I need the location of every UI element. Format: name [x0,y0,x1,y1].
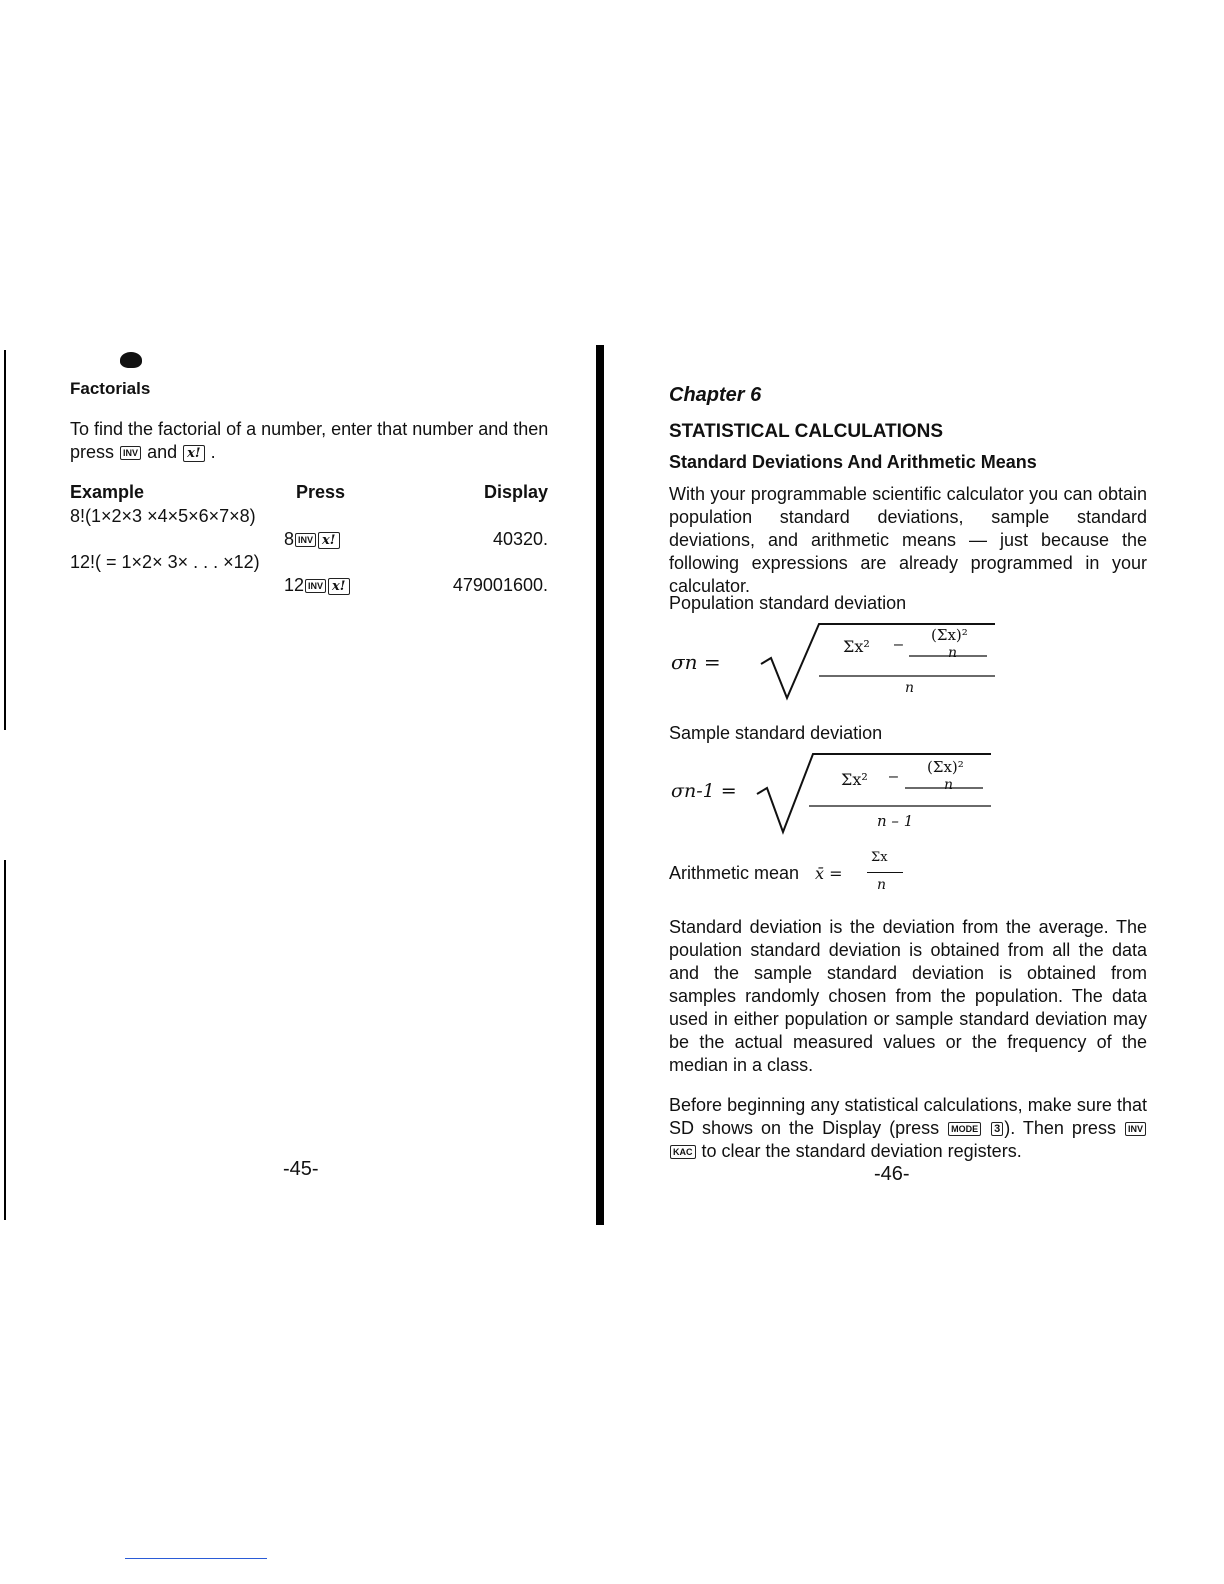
sum-x: Σx [871,850,888,865]
instruction-paragraph: Before beginning any statistical calculations, make sure that SD shows on the Display (press MODE 3 ). Then press INV KAC to clear the standard deviation registers. [669,1095,1147,1161]
factorial-key: x! [183,445,204,462]
minus-sign: – [889,768,898,785]
example-row-2: 12!( = 1×2× 3× . . . ×12) [70,552,260,572]
center-binding [596,345,604,1225]
inv-key: INV [120,446,141,460]
header-press: Press [296,482,346,502]
sum-x-quantity-squared: (Σx)² [931,626,968,644]
kac-key: KAC [670,1145,696,1159]
left-page-number: -45- [283,1158,319,1180]
display-row-1: 40320. [492,529,548,549]
inner-n: n [948,645,958,661]
mode-key: MODE [948,1122,981,1136]
factorial-key: x! [328,578,349,595]
x-bar: x̄ = [815,864,843,883]
chapter-label: Chapter 6 [669,384,762,406]
mean-n: n [877,877,887,893]
display-row-2: 479001600. [452,575,548,595]
right-page-number: -46- [874,1163,910,1185]
example-row-1: 8!(1×2×3 ×4×5×6×7×8) [70,506,256,526]
header-example: Example [70,482,145,502]
inv-key: INV [305,579,326,593]
population-formula [669,620,999,705]
left-edge-mark-lower [4,860,6,1220]
inv-key: INV [1125,1122,1146,1136]
fraction-bar [867,872,903,873]
three-key: 3 [991,1122,1003,1136]
sum-x-quantity-squared: (Σx)² [927,758,964,776]
inner-n: n [944,777,954,793]
sum-x-squared: Σx² [843,637,870,656]
sample-formula [669,750,999,840]
factorial-icon [120,352,142,368]
sigma-n-symbol: σn = [671,650,721,674]
sum-x-squared: Σx² [841,770,868,789]
press-row-1: 8 INV x! [284,528,341,551]
press-row-2: 12 INV x! [284,574,351,597]
intro-paragraph: With your programmable scientific calculator you can obtain population standard deviations, sample standard deviations, and arithmetic means — just because the following expressions are already programmed in your calculator. [669,484,1147,596]
sample-label: Sample standard deviation [669,723,883,743]
left-edge-mark [4,350,6,730]
deviation-paragraph: Standard deviation is the deviation from the average. The poulation standard deviation is obtained from all the data and the sample standard deviation is obtained from samples randomly chosen from the population. The data used in either population or sample standard deviation may be the actual measured values or the frequency of the median in a class. [669,917,1147,1075]
population-label: Population standard deviation [669,593,907,613]
intro-text: To find the factorial of a number, enter that number and then press INV and x! . [70,419,549,462]
chapter-title: STATISTICAL CALCULATIONS [669,421,944,442]
sigma-n-minus-1-symbol: σn-1 = [671,780,737,802]
footer-rule [125,1558,267,1559]
mean-label: Arithmetic mean [669,863,800,883]
minus-sign: – [894,636,903,653]
mean-formula [815,850,915,900]
section-heading: Factorials [70,379,151,398]
factorial-key: x! [318,532,339,549]
inv-key: INV [295,533,316,547]
header-display: Display [483,482,548,502]
outer-n: n [905,680,915,696]
section-subtitle: Standard Deviations And Arithmetic Means [669,452,1037,472]
n-minus-one: n – 1 [877,812,914,830]
